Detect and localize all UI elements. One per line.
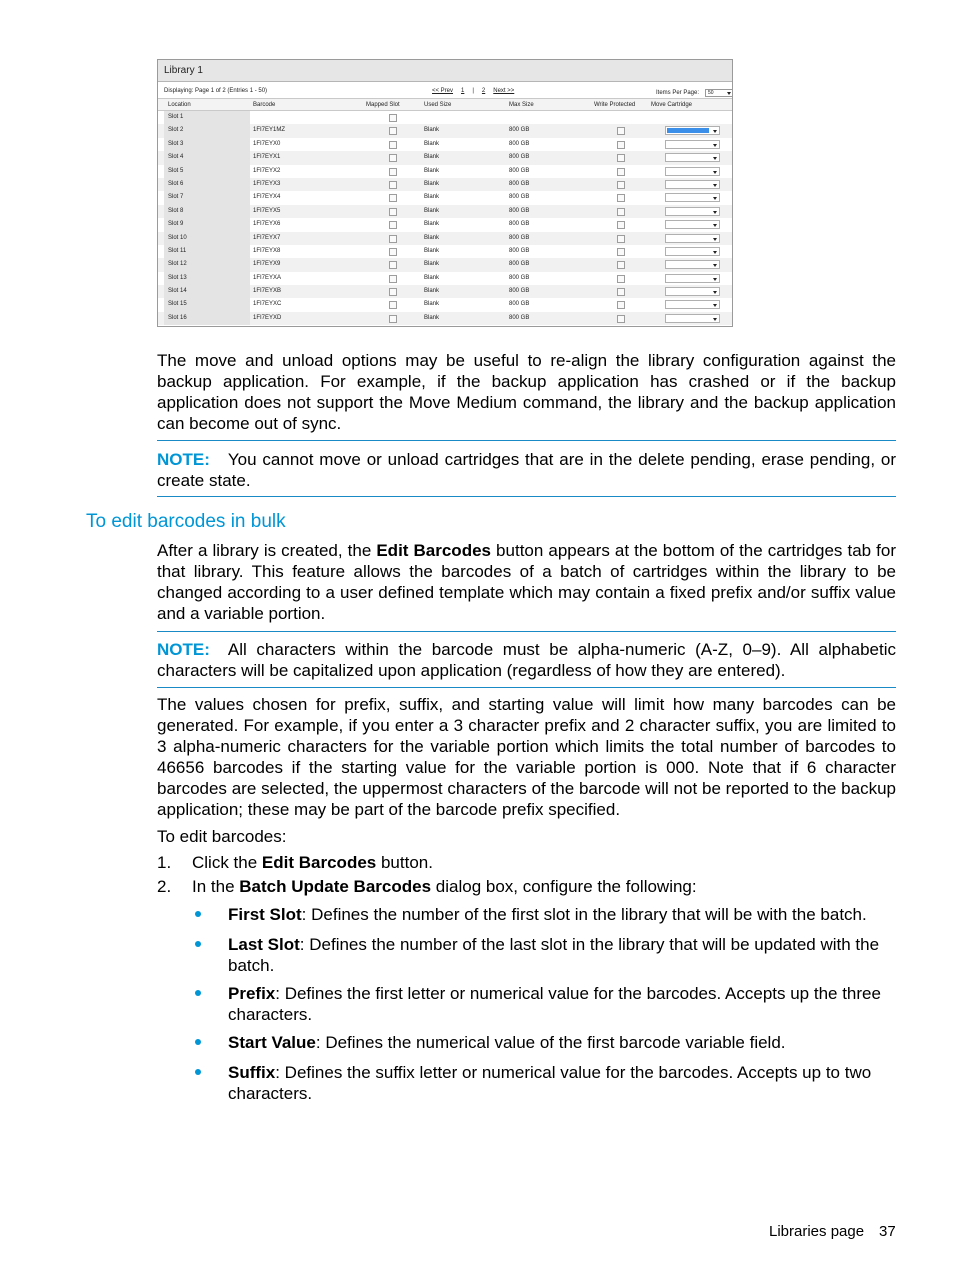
mapped-slot-checkbox[interactable]	[389, 181, 397, 189]
to-edit-label: To edit barcodes:	[157, 827, 287, 846]
bullet-3-text: : Defines the first letter or numerical value for the barcodes. Accepts up the three characters.	[228, 984, 881, 1024]
location-cell: Slot 1	[168, 114, 184, 120]
step-1-post: button.	[376, 853, 433, 872]
mapped-slot-checkbox[interactable]	[389, 288, 397, 296]
step-1-bold: Edit Barcodes	[261, 853, 377, 872]
location-cell: Slot 10	[168, 234, 187, 241]
col-write-protected: Write Protected	[594, 102, 636, 108]
move-cartridge-select[interactable]	[665, 167, 720, 176]
location-cell: Slot 13	[168, 274, 187, 281]
note1-text: You cannot move or unload cartridges that are in the delete pending, erase pending, or create state.	[157, 450, 896, 490]
mapped-slot-checkbox[interactable]	[389, 261, 397, 269]
barcode-cell: 1FI7EYX4	[253, 194, 281, 201]
used-size-cell: Blank	[424, 207, 440, 214]
write-protected-checkbox[interactable]	[617, 248, 625, 256]
page-separator: |	[472, 88, 474, 94]
table-row	[158, 191, 732, 204]
move-cartridge-select[interactable]	[665, 234, 720, 243]
location-cell: Slot 8	[168, 207, 184, 214]
para2-bold: Edit Barcodes	[376, 541, 491, 560]
mapped-slot-checkbox[interactable]	[389, 127, 397, 135]
mapped-slot-checkbox[interactable]	[389, 275, 397, 283]
used-size-cell: Blank	[424, 274, 440, 281]
barcode-cell: 1FI7EYX5	[253, 207, 281, 214]
move-cartridge-select[interactable]	[665, 220, 720, 229]
table-header	[158, 98, 732, 111]
location-cell: Slot 6	[168, 180, 184, 187]
edit-barcodes-paragraph	[157, 540, 896, 624]
mapped-slot-checkbox[interactable]	[389, 208, 397, 216]
move-cartridge-select[interactable]	[665, 314, 720, 323]
note2-bottom-rule	[157, 687, 896, 688]
note2	[157, 639, 896, 681]
step-1-pre: Click the	[192, 853, 262, 872]
step-1	[157, 852, 896, 873]
section-heading: To edit barcodes in bulk	[86, 511, 286, 532]
table-row	[158, 151, 732, 164]
used-size-cell: Blank	[424, 140, 440, 147]
items-per-page-label: Items Per Page:	[656, 90, 700, 96]
move-cartridge-select[interactable]	[665, 274, 720, 283]
barcode-cell: 1FI7EYX7	[253, 234, 281, 241]
write-protected-checkbox[interactable]	[617, 301, 625, 309]
bullet-dot-icon	[195, 911, 201, 917]
location-cell: Slot 9	[168, 221, 184, 228]
page-1-link[interactable]: 1	[461, 88, 465, 94]
write-protected-checkbox[interactable]	[617, 194, 625, 202]
move-cartridge-select[interactable]	[665, 207, 720, 216]
write-protected-checkbox[interactable]	[617, 141, 625, 149]
write-protected-checkbox[interactable]	[617, 221, 625, 229]
location-cell: Slot 14	[168, 288, 187, 295]
note1-bottom-rule	[157, 496, 896, 497]
col-move-cartridge: Move Cartridge	[651, 102, 693, 108]
items-per-page-select[interactable]: 50	[705, 89, 733, 97]
max-size-cell: 800 GB	[509, 314, 530, 321]
bullet-dot-icon	[195, 941, 201, 947]
max-size-cell: 800 GB	[509, 247, 530, 254]
max-size-cell: 800 GB	[509, 127, 530, 134]
col-barcode: Barcode	[253, 102, 276, 108]
mapped-slot-checkbox[interactable]	[389, 154, 397, 162]
slot-table	[158, 111, 732, 325]
para2-pre: After a library is created, the	[157, 541, 377, 560]
note1-label: NOTE:	[157, 450, 210, 469]
move-cartridge-select[interactable]	[665, 193, 720, 202]
write-protected-checkbox[interactable]	[617, 208, 625, 216]
used-size-cell: Blank	[424, 288, 440, 295]
mapped-slot-checkbox[interactable]	[389, 235, 397, 243]
prev-link[interactable]: << Prev	[432, 88, 454, 94]
bullet-5-term: Suffix	[228, 1063, 276, 1082]
bullet-2-text: : Defines the number of the last slot in the library that will be updated with the batch.	[228, 935, 880, 975]
location-cell: Slot 7	[168, 194, 184, 201]
mapped-slot-checkbox[interactable]	[389, 315, 397, 323]
move-cartridge-select[interactable]	[665, 140, 720, 149]
used-size-cell: Blank	[424, 247, 440, 254]
write-protected-checkbox[interactable]	[617, 288, 625, 296]
next-link[interactable]: Next >>	[493, 88, 515, 94]
bullet-4-text: : Defines the numerical value of the first barcode variable field.	[315, 1033, 786, 1052]
table-row	[158, 124, 732, 137]
step-2-pre: In the	[192, 877, 240, 896]
table-row	[158, 258, 732, 271]
bullet-2-term: Last Slot	[228, 935, 300, 954]
barcode-cell: 1FI7EYXD	[253, 314, 282, 321]
para2-post: button appears at the bottom of the cartridges tab for that library. This feature allows the barcodes of a batch of cartridges within the library to be changed according to a user defined template which may contain a fixed prefix and/or suffix value and a variable portion.	[157, 541, 896, 623]
used-size-cell: Blank	[424, 167, 440, 174]
col-used-size: Used Size	[424, 102, 452, 108]
step-2	[157, 876, 896, 897]
col-max-size: Max Size	[509, 102, 534, 108]
max-size-cell: 800 GB	[509, 274, 530, 281]
write-protected-checkbox[interactable]	[617, 315, 625, 323]
footer-section: Libraries page	[769, 1223, 865, 1240]
write-protected-checkbox[interactable]	[617, 261, 625, 269]
pager-bar	[158, 82, 732, 98]
barcode-cell: 1FI7EYX6	[253, 221, 281, 228]
barcode-cell: 1FI7EYXA	[253, 274, 282, 281]
max-size-cell: 800 GB	[509, 221, 530, 228]
table-row	[158, 285, 732, 298]
pager	[432, 88, 522, 94]
barcode-cell: 1FI7EYX1	[253, 154, 281, 161]
move-cartridge-select[interactable]	[665, 247, 720, 256]
library-title: Library 1	[158, 60, 732, 82]
step-2-number: 2.	[157, 877, 172, 896]
barcode-cell: 1FI7EYX0	[253, 140, 281, 147]
move-cartridge-select[interactable]	[665, 260, 720, 269]
max-size-cell: 800 GB	[509, 301, 530, 308]
barcode-cell: 1FI7EYX8	[253, 247, 281, 254]
note1	[157, 449, 896, 491]
mapped-slot-checkbox[interactable]	[389, 141, 397, 149]
step-1-number: 1.	[157, 853, 172, 872]
table-row	[158, 272, 732, 285]
table-row	[158, 138, 732, 151]
move-cartridge-select[interactable]	[665, 126, 720, 135]
mapped-slot-checkbox[interactable]	[389, 194, 397, 202]
max-size-cell: 800 GB	[509, 207, 530, 214]
write-protected-checkbox[interactable]	[617, 168, 625, 176]
location-cell: Slot 12	[168, 261, 187, 268]
values-paragraph: The values chosen for prefix, suffix, and starting value will limit how many barcodes can be generated. For example, if you enter a 3 character prefix and 2 character suffix, you are limited to 3 alpha-numeric characters for the variable portion which limits the total number of barcodes to 46656 barcodes if the starting value for the variable portion is 000. Note that if 6 character barcodes are selected, the uppermost characters of the barcode will not be reported to the backup application; these may be part of the barcode prefix specified.	[157, 695, 896, 819]
write-protected-checkbox[interactable]	[617, 127, 625, 135]
location-cell: Slot 5	[168, 167, 184, 174]
table-row	[158, 178, 732, 191]
table-row	[158, 245, 732, 258]
page-2-link[interactable]: 2	[481, 88, 486, 94]
location-cell: Slot 11	[168, 247, 187, 254]
bullet-dot-icon	[195, 1039, 201, 1045]
mapped-slot-checkbox[interactable]	[389, 301, 397, 309]
page-number: 37	[879, 1223, 896, 1240]
table-row	[158, 111, 732, 124]
move-cartridge-select[interactable]	[665, 287, 720, 296]
used-size-cell: Blank	[424, 180, 440, 187]
max-size-cell: 800 GB	[509, 261, 530, 268]
mapped-slot-checkbox[interactable]	[389, 114, 397, 122]
intro-paragraph: The move and unload options may be useful to re-align the library configuration against the backup application. For example, if the backup application has crashed or if the backup application does not support the Move Medium command, the library and the backup application can become out of sync.	[157, 351, 896, 433]
barcode-cell: 1FI7EYX2	[253, 167, 281, 174]
step-2-post: dialog box, configure the following:	[431, 877, 697, 896]
max-size-cell: 800 GB	[509, 194, 530, 201]
select-highlight	[667, 128, 709, 133]
used-size-cell: Blank	[424, 314, 440, 321]
mapped-slot-checkbox[interactable]	[389, 248, 397, 256]
table-row	[158, 165, 732, 178]
bullet-3-term: Prefix	[228, 984, 276, 1003]
bullet-dot-icon	[195, 1069, 201, 1075]
move-cartridge-select[interactable]	[665, 153, 720, 162]
max-size-cell: 800 GB	[509, 288, 530, 295]
col-mapped-slot: Mapped Slot	[366, 102, 400, 108]
location-cell: Slot 15	[168, 301, 187, 308]
max-size-cell: 800 GB	[509, 140, 530, 147]
step-2-bold: Batch Update Barcodes	[239, 877, 432, 896]
location-cell: Slot 4	[168, 154, 184, 161]
barcode-cell: 1FI7EYX9	[253, 261, 281, 268]
used-size-cell: Blank	[424, 127, 440, 134]
bullet-5-text: : Defines the suffix letter or numerical value for the barcodes. Accepts up to two characters.	[228, 1063, 872, 1103]
write-protected-checkbox[interactable]	[617, 235, 625, 243]
table-row	[158, 232, 732, 245]
location-cell: Slot 2	[168, 127, 184, 134]
write-protected-checkbox[interactable]	[617, 181, 625, 189]
mapped-slot-checkbox[interactable]	[389, 221, 397, 229]
mapped-slot-checkbox[interactable]	[389, 168, 397, 176]
library-screenshot	[157, 59, 733, 327]
bullet-dot-icon	[195, 990, 201, 996]
move-cartridge-select[interactable]	[665, 180, 720, 189]
barcode-cell: 1FI7EYXC	[253, 301, 282, 308]
max-size-cell: 800 GB	[509, 154, 530, 161]
barcode-cell: 1FI7EYXB	[253, 288, 282, 295]
barcode-cell: 1FI7EY1MZ	[253, 127, 286, 134]
table-row	[158, 312, 732, 325]
bullet-1-text: : Defines the number of the first slot in the library that will be with the batch.	[301, 905, 867, 924]
max-size-cell: 800 GB	[509, 167, 530, 174]
note2-top-rule	[157, 631, 896, 632]
used-size-cell: Blank	[424, 154, 440, 161]
table-row	[158, 205, 732, 218]
note1-top-rule	[157, 440, 896, 441]
table-row	[158, 298, 732, 311]
write-protected-checkbox[interactable]	[617, 154, 625, 162]
barcode-cell: 1FI7EYX3	[253, 180, 281, 187]
max-size-cell: 800 GB	[509, 180, 530, 187]
displaying-text: Displaying: Page 1 of 2 (Entries 1 - 50)	[164, 88, 268, 94]
used-size-cell: Blank	[424, 261, 440, 268]
move-cartridge-select[interactable]	[665, 300, 720, 309]
note2-text: All characters within the barcode must be alpha-numeric (A-Z, 0–9). All alphabetic characters will be capitalized upon application (regardless of how they are entered).	[157, 640, 896, 680]
bullet-1-term: First Slot	[228, 905, 302, 924]
col-location: Location	[168, 102, 191, 108]
used-size-cell: Blank	[424, 234, 440, 241]
table-row	[158, 218, 732, 231]
used-size-cell: Blank	[424, 194, 440, 201]
write-protected-checkbox[interactable]	[617, 275, 625, 283]
location-cell: Slot 16	[168, 314, 187, 321]
used-size-cell: Blank	[424, 221, 440, 228]
bullet-4-term: Start Value	[228, 1033, 316, 1052]
max-size-cell: 800 GB	[509, 234, 530, 241]
used-size-cell: Blank	[424, 301, 440, 308]
note2-label: NOTE:	[157, 640, 210, 659]
location-cell: Slot 3	[168, 140, 184, 147]
